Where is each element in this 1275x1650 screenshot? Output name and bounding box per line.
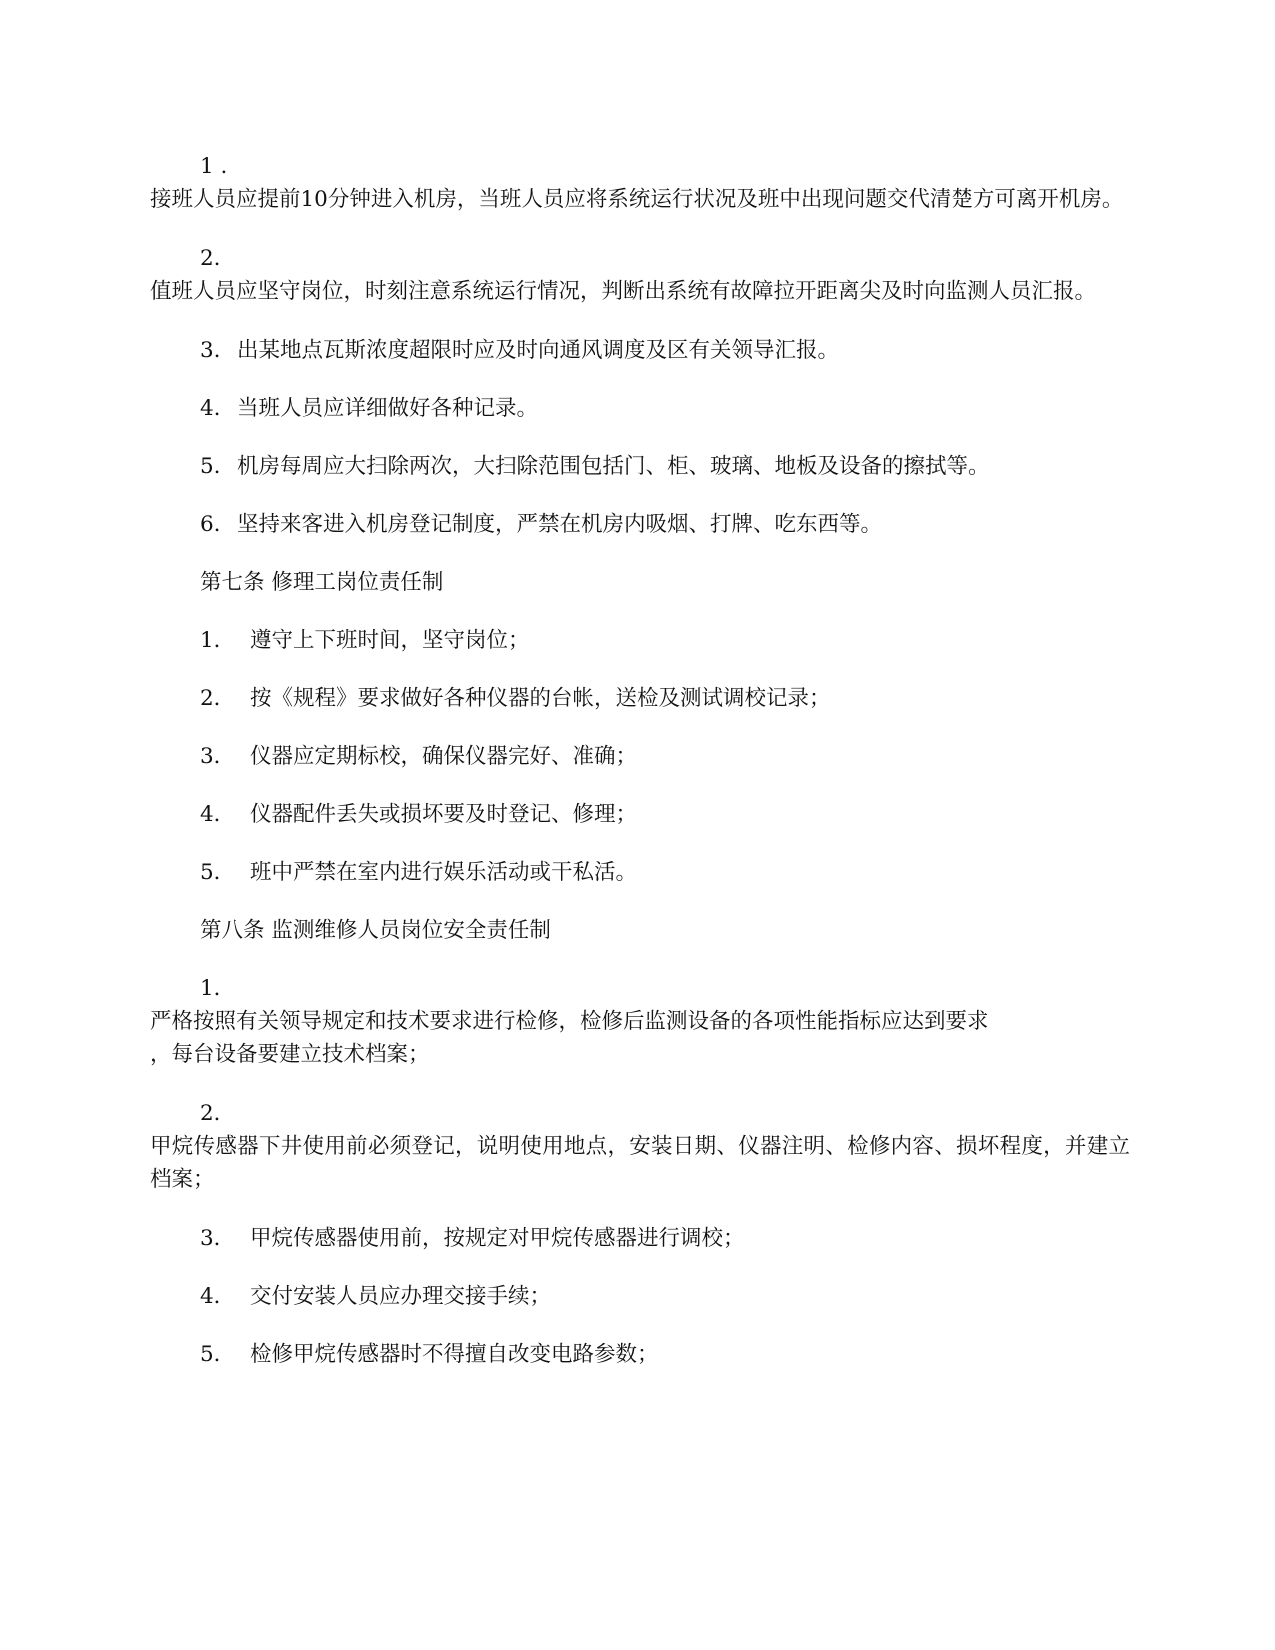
item-number: 5.: [200, 454, 221, 479]
section-heading: 第七条 修理工岗位责任制: [200, 570, 444, 595]
item-number: 1 .: [200, 154, 228, 179]
list-item: [150, 1280, 1130, 1313]
section-heading: 第八条 监测维修人员岗位安全责任制: [200, 918, 551, 943]
list-item: [150, 624, 1130, 657]
item-number: 4．: [200, 802, 236, 827]
list-item: [150, 392, 1130, 425]
list-item: [150, 972, 1130, 1071]
item-number: 3．: [200, 1226, 236, 1251]
item-text: 接班人员应提前10分钟进入机房，当班人员应将系统运行状况及班中出现问题交代清楚方可离开机房。: [150, 187, 1124, 212]
item-text: 甲烷传感器下井使用前必须登记，说明使用地点，安装日期、仪器注明、检修内容、损坏程度，并建立档案；: [150, 1134, 1130, 1192]
list-item: [150, 334, 1130, 367]
list-item: [150, 450, 1130, 483]
list-item: [150, 242, 1130, 308]
item-text: 值班人员应坚守岗位，时刻注意系统运行情况，判断出系统有故障拉开距离尖及时向监测人员汇报。: [150, 279, 1097, 304]
item-text: 遵守上下班时间，坚守岗位；: [250, 628, 530, 653]
item-text: 按《规程》要求做好各种仪器的台帐，送检及测试调校记录；: [250, 686, 831, 711]
item-text: 甲烷传感器使用前，按规定对甲烷传感器进行调校；: [250, 1226, 745, 1251]
item-number: 1．: [200, 628, 236, 653]
list-item: [150, 740, 1130, 773]
item-number: 5．: [200, 1342, 236, 1367]
item-text: 检修甲烷传感器时不得擅自改变电路参数；: [250, 1342, 659, 1367]
list-item: [150, 798, 1130, 831]
list-item: [150, 1338, 1130, 1371]
list-item: [150, 1097, 1130, 1196]
item-number: 1．: [200, 976, 236, 1001]
item-number: 4．: [200, 1284, 236, 1309]
item-number: 5．: [200, 860, 236, 885]
item-number: 6.: [200, 512, 221, 537]
list-item: [150, 150, 1130, 216]
item-number: 2．: [200, 686, 236, 711]
item-text: 交付安装人员应办理交接手续；: [250, 1284, 552, 1309]
item-text: 机房每周应大扫除两次，大扫除范围包括门、柜、玻璃、地板及设备的擦拭等。: [237, 454, 990, 479]
list-item: [150, 682, 1130, 715]
list-item: [150, 856, 1130, 889]
item-text: 仪器配件丢失或损坏要及时登记、修理；: [250, 802, 638, 827]
item-text: 班中严禁在室内进行娱乐活动或干私活。: [250, 860, 638, 885]
item-text-line: 严格按照有关领导规定和技术要求进行检修，检修后监测设备的各项性能指标应达到要求: [150, 1009, 989, 1034]
item-text: 坚持来客进入机房登记制度，严禁在机房内吸烟、打牌、吃东西等。: [237, 512, 883, 537]
list-item: [150, 1222, 1130, 1255]
item-number: 2.: [200, 246, 221, 271]
item-number: 3.: [200, 338, 221, 363]
item-text: 当班人员应详细做好各种记录。: [237, 396, 539, 421]
item-number: 3．: [200, 744, 236, 769]
item-text-line: ，每台设备要建立技术档案；: [150, 1042, 430, 1067]
item-number: 4.: [200, 396, 221, 421]
list-item: [150, 508, 1130, 541]
item-text: 仪器应定期标校，确保仪器完好、准确；: [250, 744, 638, 769]
document-page: [150, 150, 1130, 1396]
item-text: 出某地点瓦斯浓度超限时应及时向通风调度及区有关领导汇报。: [237, 338, 840, 363]
item-number: 2．: [200, 1101, 236, 1126]
